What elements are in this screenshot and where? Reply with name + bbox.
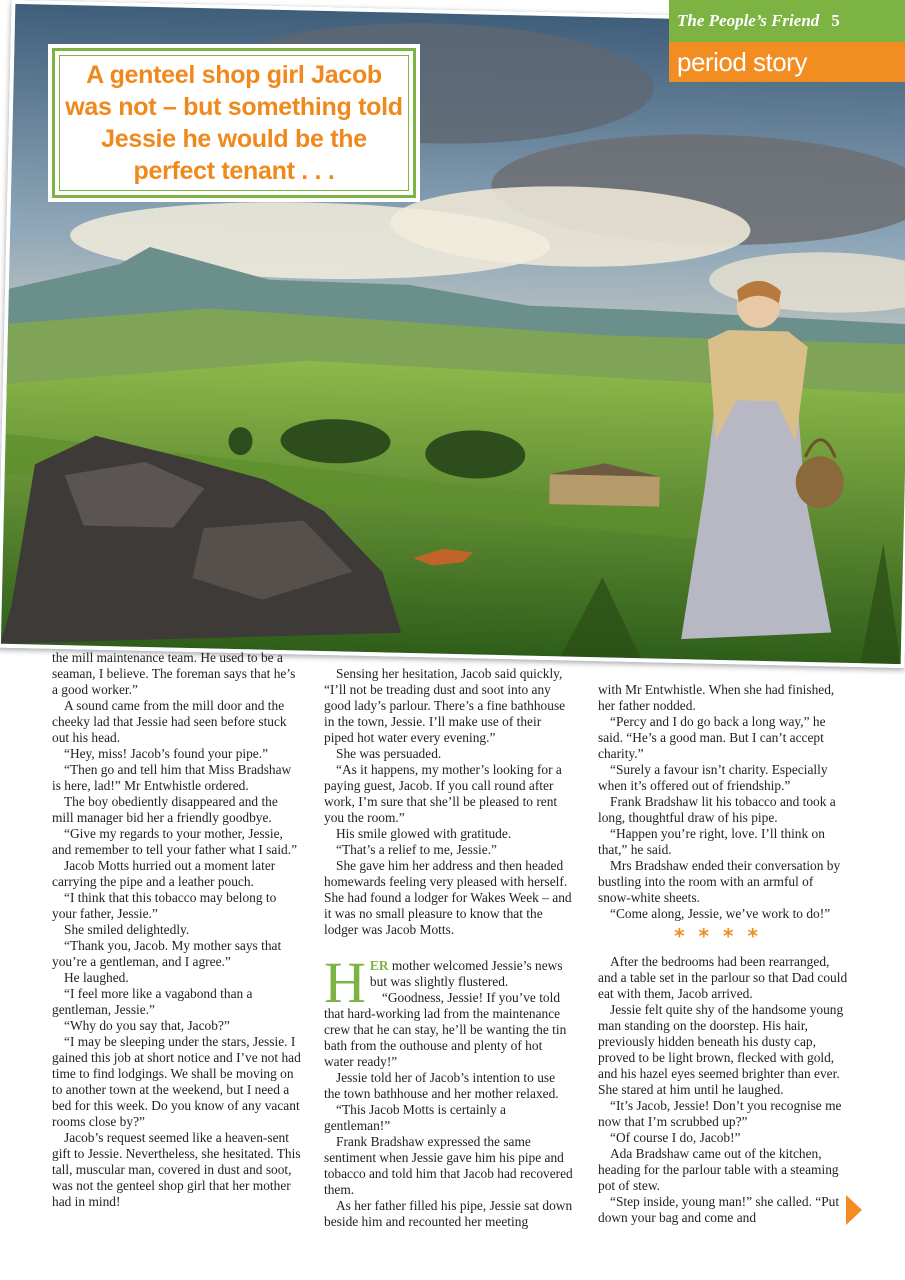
page-number: 5 [831, 11, 840, 30]
section-label: period story [677, 46, 807, 77]
paragraph: Jessie told her of Jacob’s intention to use the town bathhouse and her mother relaxed. [324, 1070, 559, 1101]
paragraph: with Mr Entwhistle. When she had finished, her father nodded. [598, 682, 835, 713]
lead-in: ER [369, 958, 389, 973]
column-3 [598, 682, 848, 1226]
paragraph: “Step inside, young man!” she called. “Put down your bag and come and [598, 1194, 840, 1225]
paragraph: “Give my regards to your mother, Jessie, and remember to tell your father what I said.” [52, 826, 298, 857]
column-1 [52, 650, 302, 1210]
paragraph: She smiled delightedly. [64, 922, 190, 937]
paragraph: Mrs Bradshaw ended their conversation by bustling into the room with an armful of snow-white sheets. [598, 858, 841, 905]
column-2 [324, 666, 574, 1230]
paragraph: “I may be sleeping under the stars, Jessie. I gained this job at short notice and I’ve not had time to find lodgings. We shall be moving on to another town at the weekend, but I need a bed for this week. Do you know of any vacant rooms close by?” [52, 1034, 301, 1129]
paragraph: After the bedrooms had been rearranged, and a table set in the parlour so that Dad could eat with them, Jacob arrived. [598, 954, 848, 1001]
paragraph: She was persuaded. [336, 746, 442, 761]
paragraph: As her father filled his pipe, Jessie sat down beside him and recounted her meeting [324, 1198, 573, 1229]
paragraph-text: mother welcomed Jessie’s news but was slightly flustered. [369, 958, 563, 989]
paragraph: “Come along, Jessie, we’ve work to do!” [610, 906, 831, 921]
paragraph: “I think that this tobacco may belong to your father, Jessie.” [52, 890, 277, 921]
paragraph: “Goodness, Jessie! If you’ve told that hard-working lad from the maintenance crew that he can stay, he’ll be wanting the tin bath from the outhouse and plenty of hot water ready!” [324, 990, 567, 1069]
paragraph: “That’s a relief to me, Jessie.” [336, 842, 497, 857]
magazine-title: The People’s Friend [677, 11, 820, 30]
section-label-bar [669, 42, 905, 82]
paragraph: “This Jacob Motts is certainly a gentleman!” [324, 1102, 506, 1133]
paragraph: the mill maintenance team. He used to be a seaman, I believe. The foreman says that he’s a good worker.” [52, 650, 296, 697]
scene-break: **** [674, 924, 772, 948]
pull-quote: A genteel shop girl Jacob was not – but something told Jessie he would be the perfect tenant . . . [65, 61, 403, 185]
drop-cap-paragraph [324, 950, 574, 1015]
magazine-title-bar [669, 0, 905, 42]
paragraph: Jacob Motts hurried out a moment later carrying the pipe and a leather pouch. [52, 858, 276, 889]
paragraph: Jacob’s request seemed like a heaven-sent gift to Jessie. Nevertheless, she hesitated. This tall, muscular man, covered in dust and soot, was not the genteel shop girl that her mother had in mind! [52, 1130, 301, 1209]
paragraph: Sensing her hesitation, Jacob said quickly, “I’ll not be treading dust and soot into any good lady’s parlour. There’s a fine bathhouse in the town, Jessie. I’ll make use of their piped hot water every evening.” [324, 666, 566, 745]
magazine-header [669, 0, 905, 82]
paragraph: The boy obediently disappeared and the mill manager bid her a friendly goodbye. [52, 794, 278, 825]
paragraph: “Hey, miss! Jacob’s found your pipe.” [64, 746, 269, 761]
paragraph: Frank Bradshaw expressed the same sentiment when Jessie gave him his pipe and tobacco and told him that Jacob had recovered them. [324, 1134, 573, 1197]
pull-quote-box [52, 48, 416, 198]
paragraph: He laughed. [64, 970, 129, 985]
paragraph: “Thank you, Jacob. My mother says that you’re a gentleman, and I agree.” [52, 938, 282, 969]
paragraph: “Of course I do, Jacob!” [610, 1130, 741, 1145]
paragraph: “Then go and tell him that Miss Bradshaw is here, lad!” Mr Entwhistle ordered. [52, 762, 292, 793]
paragraph: She gave him her address and then headed homewards feeling very pleased with herself. She had found a lodger for Wakes Week – and it was no small pleasure to know that the lodger was Jacob Motts. [324, 858, 572, 937]
paragraph: “Percy and I do go back a long way,” he said. “He’s a good man. But I can’t accept charity.” [598, 714, 826, 761]
paragraph: “Happen you’re right, love. I’ll think on that,” he said. [598, 826, 825, 857]
paragraph: “As it happens, my mother’s looking for a paying guest, Jacob. If you call round after work, I’m sure that she’ll be pleased to rent you the room.” [324, 762, 562, 825]
paragraph: “I feel more like a vagabond than a gentleman, Jessie.” [52, 986, 253, 1017]
paragraph: A sound came from the mill door and the cheeky lad that Jessie had seen before stuck out his head. [52, 698, 287, 745]
paragraph: Frank Bradshaw lit his tobacco and took a long, thoughtful draw of his pipe. [598, 794, 836, 825]
paragraph: “It’s Jacob, Jessie! Don’t you recognise me now that I’m scrubbed up?” [598, 1098, 842, 1129]
drop-cap: H [324, 950, 366, 1015]
paragraph: Jessie felt quite shy of the handsome young man standing on the doorstep. His hair, previously hidden beneath his dusty cap, proved to be light brown, flecked with gold, and his hazel eyes seemed brighter than ever. She stared at him until he laughed. [598, 1002, 844, 1097]
paragraph: “Why do you say that, Jacob?” [64, 1018, 230, 1033]
continue-arrow-icon [846, 1195, 862, 1225]
paragraph: His smile glowed with gratitude. [336, 826, 512, 841]
paragraph: Ada Bradshaw came out of the kitchen, heading for the parlour table with a steaming pot of stew. [598, 1146, 839, 1193]
paragraph: “Surely a favour isn’t charity. Especially when it’s offered out of friendship.” [598, 762, 828, 793]
